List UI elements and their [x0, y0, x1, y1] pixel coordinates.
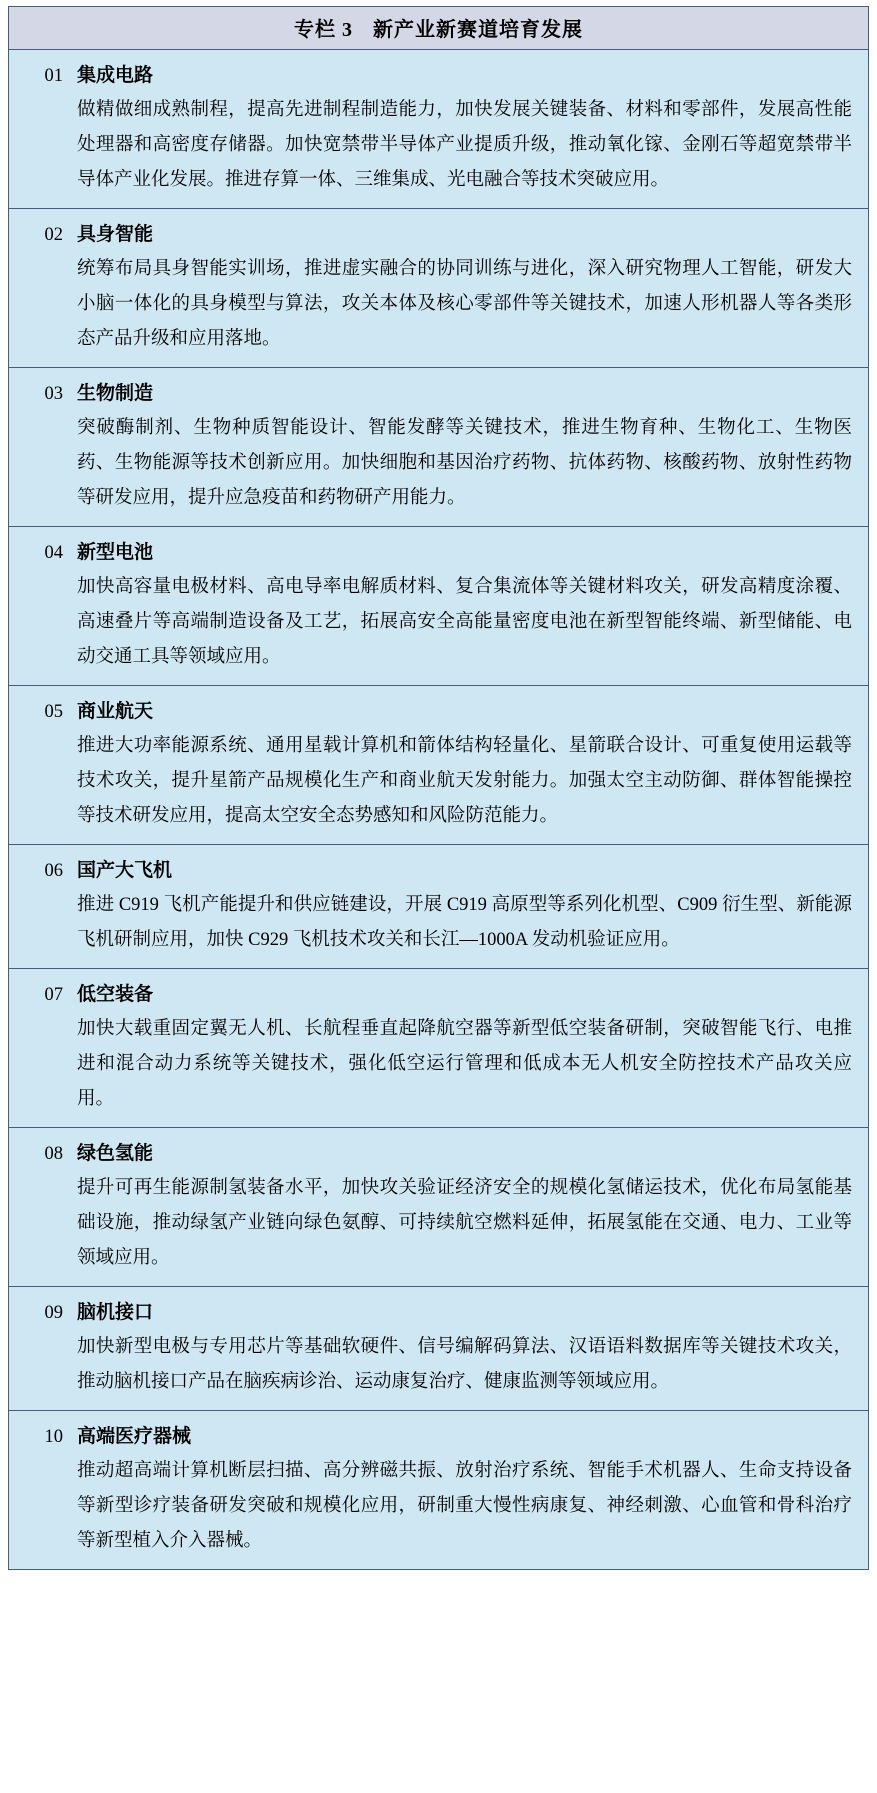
item-content: [63, 536, 868, 675]
item-content: [63, 1420, 868, 1559]
item-number: 06: [44, 861, 63, 881]
item-number: 02: [44, 225, 63, 245]
item-body: 加快大载重固定翼无人机、长航程垂直起降航空器等新型低空装备研制，突破智能飞行、电推进和混合动力系统等关键技术，强化低空运行管理和低成本无人机安全防控技术产品攻关应用。: [77, 1019, 852, 1109]
item-number: 08: [44, 1144, 63, 1164]
item-title: 低空装备: [77, 984, 154, 1005]
list-item: [9, 527, 868, 686]
list-item: [9, 1287, 868, 1411]
item-body: 加快新型电极与专用芯片等基础软硬件、信号编解码算法、汉语语料数据库等关键技术攻关，推动脑机接口产品在脑疾病诊治、运动康复治疗、健康监测等领域应用。: [77, 1337, 852, 1392]
item-body: 推进大功率能源系统、通用星载计算机和箭体结构轻量化、星箭联合设计、可重复使用运载等技术攻关，提升星箭产品规模化生产和商业航天发射能力。加强太空主动防御、群体智能操控等技术研发应用，提高太空安全态势感知和风险防范能力。: [77, 736, 852, 826]
item-content: [63, 377, 868, 516]
list-item: [9, 845, 868, 969]
item-number: 03: [44, 384, 63, 404]
page-title: 新产业新赛道培育发展: [373, 19, 583, 41]
item-number: 09: [44, 1303, 63, 1323]
item-number: 07: [44, 985, 63, 1005]
item-list: [9, 50, 868, 1569]
item-body: 突破酶制剂、生物种质智能设计、智能发酵等关键技术，推进生物育种、生物化工、生物医药、生物能源等技术创新应用。加快细胞和基因治疗药物、抗体药物、核酸药物、放射性药物等研发应用，提升应急疫苗和药物研产用能力。: [77, 418, 852, 508]
item-title: 具身智能: [77, 224, 154, 245]
item-number: 05: [44, 702, 63, 722]
item-content: [63, 978, 868, 1117]
feature-box-panel: [8, 6, 869, 1570]
item-title: 生物制造: [77, 383, 154, 404]
item-title: 脑机接口: [77, 1302, 154, 1323]
item-body: 统筹布局具身智能实训场，推进虚实融合的协同训练与进化，深入研究物理人工智能，研发大小脑一体化的具身模型与算法，攻关本体及核心零部件等关键技术，加速人形机器人等各类形态产品升级和应用落地。: [77, 259, 852, 349]
item-title: 国产大飞机: [77, 860, 173, 881]
item-content: [63, 1296, 868, 1400]
list-item: [9, 686, 868, 845]
item-body: 提升可再生能源制氢装备水平，加快攻关验证经济安全的规模化氢储运技术，优化布局氢能基础设施，推动绿氢产业链向绿色氨醇、可持续航空燃料延伸，拓展氢能在交通、电力、工业等领域应用。: [77, 1178, 852, 1268]
list-item: [9, 368, 868, 527]
item-content: [63, 854, 868, 958]
item-number: 04: [44, 543, 63, 563]
item-body: 推进 C919 飞机产能提升和供应链建设，开展 C919 高原型等系列化机型、C909 衍生型、新能源飞机研制应用，加快 C929 飞机技术攻关和长江—1000A 发动机验证应用。: [77, 895, 852, 950]
list-item: [9, 1128, 868, 1287]
item-content: [63, 218, 868, 357]
list-item: [9, 50, 868, 209]
item-number: 10: [44, 1427, 63, 1447]
item-content: [63, 695, 868, 834]
item-content: [63, 1137, 868, 1276]
item-title: 高端医疗器械: [77, 1426, 192, 1447]
item-body: 做精做细成熟制程，提高先进制程制造能力，加快发展关键装备、材料和零部件，发展高性能处理器和高密度存储器。加快宽禁带半导体产业提质升级，推动氧化镓、金刚石等超宽禁带半导体产业化发展。推进存算一体、三维集成、光电融合等技术突破应用。: [77, 100, 852, 190]
list-item: [9, 209, 868, 368]
item-content: [63, 59, 868, 198]
item-title: 商业航天: [77, 701, 154, 722]
item-body: 推动超高端计算机断层扫描、高分辨磁共振、放射治疗系统、智能手术机器人、生命支持设备等新型诊疗装备研发突破和规模化应用，研制重大慢性病康复、神经刺激、心血管和骨科治疗等新型植入介入器械。: [77, 1461, 852, 1551]
item-title: 集成电路: [77, 65, 154, 86]
item-title: 绿色氢能: [77, 1143, 154, 1164]
list-item: [9, 1411, 868, 1569]
item-number: 01: [44, 66, 63, 86]
panel-title: [9, 7, 868, 50]
item-title: 新型电池: [77, 542, 154, 563]
item-body: 加快高容量电极材料、高电导率电解质材料、复合集流体等关键材料攻关，研发高精度涂覆、高速叠片等高端制造设备及工艺，拓展高安全高能量密度电池在新型智能终端、新型储能、电动交通工具等领域应用。: [77, 577, 852, 667]
list-item: [9, 969, 868, 1128]
panel-label: 专栏 3: [294, 19, 353, 41]
